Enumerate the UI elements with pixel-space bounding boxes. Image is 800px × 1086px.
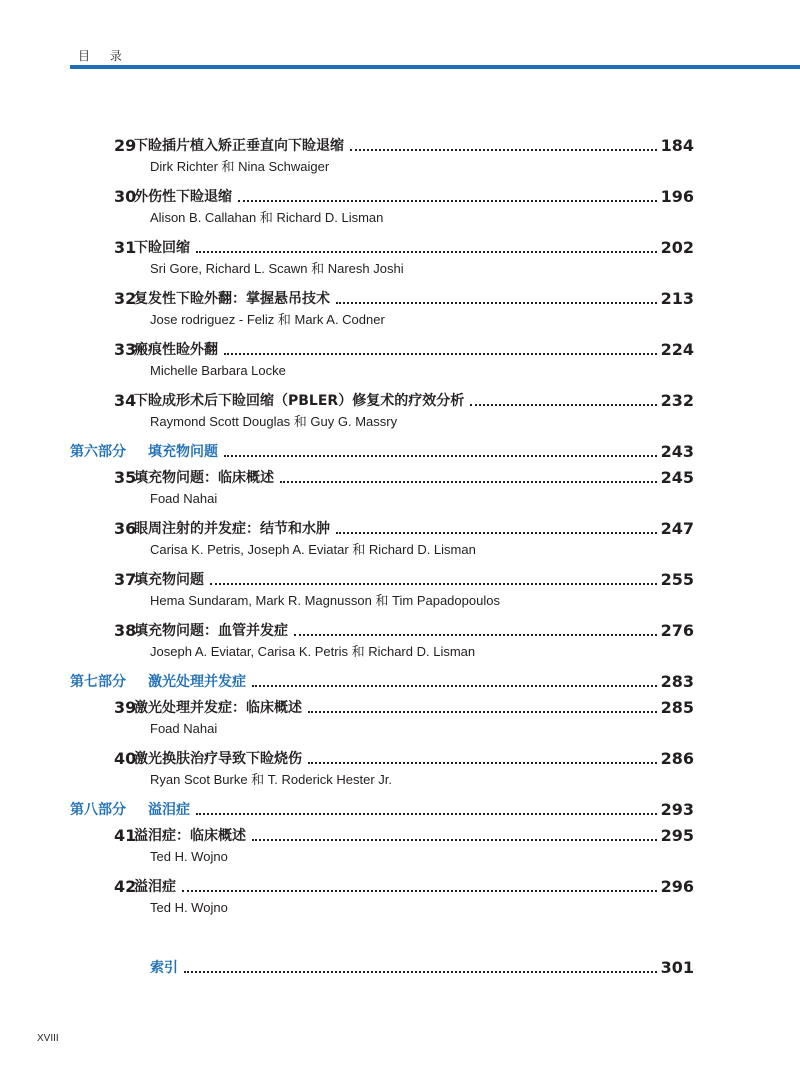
toc-part-entry — [70, 670, 694, 692]
dot-leader — [470, 403, 656, 406]
toc-line — [70, 389, 694, 411]
entry-authors: Ted H. Wojno — [150, 849, 228, 864]
entry-title[interactable]: 索引 — [150, 960, 178, 976]
entry-authors: Foad Nahai — [150, 721, 218, 736]
chapter-number: 42 — [114, 877, 137, 896]
entry-title[interactable]: 溢泪症 — [134, 879, 176, 895]
toc-line — [70, 619, 694, 641]
entry-title[interactable]: 填充物问题：血管并发症 — [134, 623, 288, 639]
toc-line — [70, 798, 694, 820]
toc-line — [70, 466, 694, 488]
entry-authors: Ted H. Wojno — [150, 900, 228, 915]
toc-chapter-entry — [70, 466, 694, 509]
toc-chapter-entry — [70, 517, 694, 560]
page-number[interactable]: 286 — [660, 749, 694, 768]
toc-chapter-entry — [70, 134, 694, 177]
page-number[interactable]: 293 — [660, 800, 694, 819]
entry-authors: Michelle Barbara Locke — [150, 363, 286, 378]
toc-chapter-entry — [70, 287, 694, 330]
chapter-number: 32 — [114, 289, 137, 308]
toc-chapter-entry — [70, 696, 694, 739]
page-number[interactable]: 301 — [660, 958, 694, 977]
entry-title[interactable]: 激光换肤治疗导致下睑烧伤 — [134, 751, 302, 767]
toc-line — [70, 236, 694, 258]
page-number[interactable]: 245 — [660, 468, 694, 487]
entry-title[interactable]: 外伤性下睑退缩 — [134, 189, 232, 205]
entry-title[interactable]: 溢泪症：临床概述 — [134, 828, 246, 844]
toc-line — [70, 568, 694, 590]
dot-leader — [336, 301, 657, 304]
part-label: 第六部分 — [70, 444, 126, 460]
chapter-number: 36 — [114, 519, 137, 538]
page-number[interactable]: 224 — [660, 340, 694, 359]
toc-chapter-entry — [70, 568, 694, 611]
toc-line — [70, 824, 694, 846]
toc-line — [70, 134, 694, 156]
toc-line — [70, 696, 694, 718]
toc-chapter-entry — [70, 747, 694, 790]
toc-part-entry — [70, 440, 694, 462]
toc-chapter-entry — [70, 389, 694, 432]
entry-title[interactable]: 瘢痕性睑外翻 — [134, 342, 218, 358]
entry-title[interactable]: 下睑成形术后下睑回缩（PBLER）修复术的疗效分析 — [134, 393, 465, 409]
toc-line — [70, 956, 694, 978]
dot-leader — [238, 199, 657, 202]
entry-title[interactable]: 填充物问题：临床概述 — [134, 470, 274, 486]
entry-title[interactable]: 激光处理并发症：临床概述 — [134, 700, 302, 716]
entry-authors: Hema Sundaram, Mark R. Magnusson 和 Tim Papadopoulos — [150, 593, 500, 608]
dot-leader — [196, 250, 657, 253]
toc-list — [70, 134, 694, 978]
dot-leader — [210, 582, 657, 585]
toc-line — [70, 287, 694, 309]
page-number[interactable]: 202 — [660, 238, 694, 257]
toc-chapter-entry — [70, 824, 694, 867]
page-number[interactable]: 196 — [660, 187, 694, 206]
toc-index-entry — [70, 956, 694, 978]
toc-chapter-entry — [70, 338, 694, 381]
dot-leader — [336, 531, 657, 534]
dot-leader — [184, 970, 657, 973]
entry-title[interactable]: 下睑回缩 — [134, 240, 190, 256]
header-title: 目 录 — [78, 49, 130, 63]
entry-authors: Raymond Scott Douglas 和 Guy G. Massry — [150, 414, 398, 429]
entry-authors: Ryan Scot Burke 和 T. Roderick Hester Jr. — [150, 772, 393, 787]
toc-part-entry — [70, 798, 694, 820]
toc-chapter-entry — [70, 875, 694, 918]
entry-authors: Sri Gore, Richard L. Scawn 和 Naresh Joshi — [150, 261, 404, 276]
toc-line — [70, 517, 694, 539]
dot-leader — [350, 148, 657, 151]
dot-leader — [308, 710, 657, 713]
page-number[interactable]: 296 — [660, 877, 694, 896]
toc-line — [70, 670, 694, 692]
page-number[interactable]: 283 — [660, 672, 694, 691]
entry-authors: Carisa K. Petris, Joseph A. Eviatar 和 Richard D. Lisman — [150, 542, 476, 557]
chapter-number: 34 — [114, 391, 137, 410]
entry-title[interactable]: 下睑插片植入矫正垂直向下睑退缩 — [134, 138, 344, 154]
dot-leader — [308, 761, 657, 764]
page-number[interactable]: 213 — [660, 289, 694, 308]
entry-authors: Foad Nahai — [150, 491, 218, 506]
page-number[interactable]: 285 — [660, 698, 694, 717]
page-number[interactable]: 255 — [660, 570, 694, 589]
page-number[interactable]: 232 — [660, 391, 694, 410]
dot-leader — [294, 633, 657, 636]
toc-line — [70, 440, 694, 462]
chapter-number: 37 — [114, 570, 137, 589]
chapter-number: 35 — [114, 468, 137, 487]
chapter-number: 38 — [114, 621, 137, 640]
dot-leader — [280, 480, 657, 483]
page-number[interactable]: 295 — [660, 826, 694, 845]
entry-title[interactable]: 复发性下睑外翻：掌握悬吊技术 — [134, 291, 330, 307]
chapter-number: 29 — [114, 136, 137, 155]
page-number[interactable]: 243 — [660, 442, 694, 461]
toc-line — [70, 185, 694, 207]
dot-leader — [224, 454, 657, 457]
header-rule — [70, 65, 800, 69]
entry-title[interactable]: 填充物问题 — [134, 572, 204, 588]
dot-leader — [252, 684, 657, 687]
dot-leader — [224, 352, 657, 355]
entry-title[interactable]: 眼周注射的并发症：结节和水肿 — [134, 521, 330, 537]
entry-authors: Dirk Richter 和 Nina Schwaiger — [150, 159, 330, 174]
page-number[interactable]: 184 — [660, 136, 694, 155]
chapter-number: 31 — [114, 238, 137, 257]
entry-authors: Joseph A. Eviatar, Carisa K. Petris 和 Richard D. Lisman — [150, 644, 476, 659]
dot-leader — [182, 889, 657, 892]
chapter-number: 39 — [114, 698, 137, 717]
page-number[interactable]: 276 — [660, 621, 694, 640]
toc-chapter-entry — [70, 236, 694, 279]
entry-authors: Alison B. Callahan 和 Richard D. Lisman — [150, 210, 384, 225]
chapter-number: 41 — [114, 826, 137, 845]
part-label: 第七部分 — [70, 674, 126, 690]
toc-chapter-entry — [70, 185, 694, 228]
chapter-number: 33 — [114, 340, 137, 359]
entry-title[interactable]: 溢泪症 — [148, 802, 190, 818]
toc-line — [70, 875, 694, 897]
dot-leader — [196, 812, 657, 815]
page-number[interactable]: 247 — [660, 519, 694, 538]
dot-leader — [252, 838, 657, 841]
entry-title[interactable]: 填充物问题 — [148, 444, 218, 460]
toc-line — [70, 747, 694, 769]
chapter-number: 30 — [114, 187, 137, 206]
toc-chapter-entry — [70, 619, 694, 662]
toc-line — [70, 338, 694, 360]
entry-title[interactable]: 激光处理并发症 — [148, 674, 246, 690]
part-label: 第八部分 — [70, 802, 126, 818]
entry-authors: Jose rodriguez - Feliz 和 Mark A. Codner — [150, 312, 385, 327]
chapter-number: 40 — [114, 749, 137, 768]
page-folio: XVIII — [37, 1033, 59, 1044]
